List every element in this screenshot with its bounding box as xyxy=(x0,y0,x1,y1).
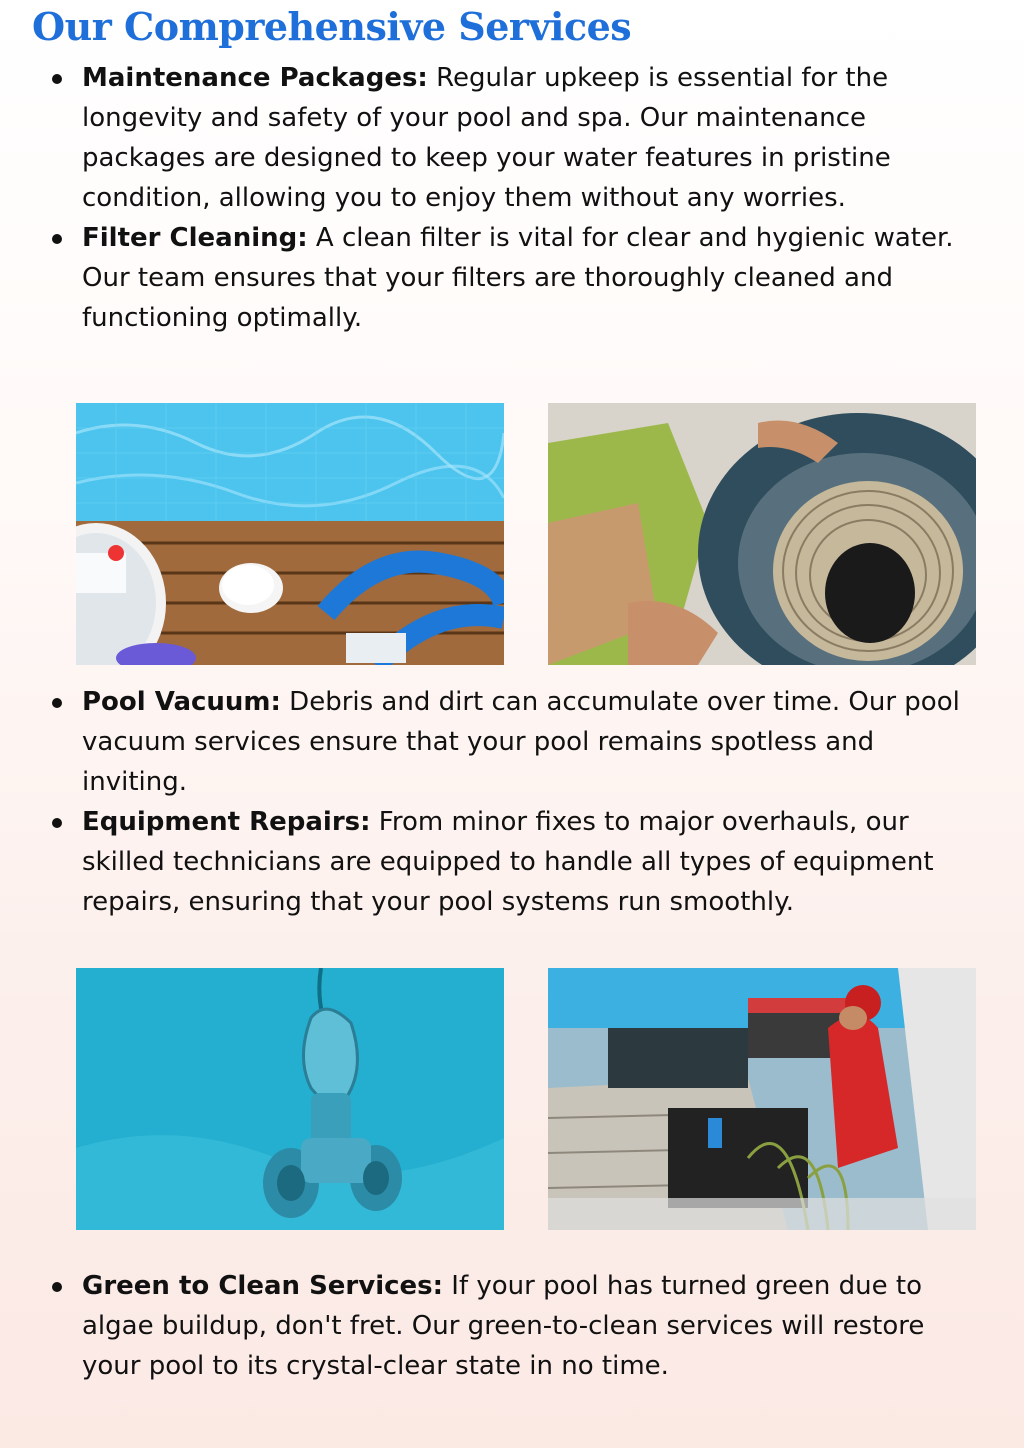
service-name: Maintenance Packages: xyxy=(82,63,428,93)
list-item xyxy=(0,682,1024,802)
services-list-1 xyxy=(0,58,1024,338)
list-item xyxy=(0,802,1024,922)
service-description: Debris and dirt can accumulate over time. Our pool vacuum services ensure that your pool remains spotless and inviting. xyxy=(82,687,960,797)
list-item xyxy=(0,58,1024,218)
equipment-repair-photo xyxy=(548,968,976,1230)
service-name: Equipment Repairs: xyxy=(82,807,371,837)
pool-supplies-photo xyxy=(76,403,504,665)
bullet-icon xyxy=(52,1282,62,1292)
service-name: Filter Cleaning: xyxy=(82,223,308,253)
bullet-icon xyxy=(52,698,62,708)
service-description: From minor fixes to major overhauls, our skilled technicians are equipped to handle all types of equipment repairs, ensuring that your pool systems run smoothly. xyxy=(82,807,934,917)
service-name: Green to Clean Services: xyxy=(82,1271,444,1301)
filter-cartridge-photo xyxy=(548,403,976,665)
services-list-3 xyxy=(0,1266,1024,1386)
bullet-icon xyxy=(52,234,62,244)
bullet-icon xyxy=(52,74,62,84)
service-name: Pool Vacuum: xyxy=(82,687,281,717)
bullet-icon xyxy=(52,818,62,828)
list-item xyxy=(0,1266,1024,1386)
page-title: Our Comprehensive Services xyxy=(32,4,632,49)
service-description: A clean filter is vital for clear and hygienic water. Our team ensures that your filters are thoroughly cleaned and functioning optimally. xyxy=(82,223,954,333)
service-description: If your pool has turned green due to algae buildup, don't fret. Our green-to-clean services will restore your pool to its crystal-clear state in no time. xyxy=(82,1271,925,1381)
pool-vacuum-photo xyxy=(76,968,504,1230)
list-item xyxy=(0,218,1024,338)
service-description: Regular upkeep is essential for the longevity and safety of your pool and spa. Our maintenance packages are designed to keep your water features in pristine condition, allowing you to enjoy them without any worries. xyxy=(82,63,891,213)
services-list-2 xyxy=(0,682,1024,922)
